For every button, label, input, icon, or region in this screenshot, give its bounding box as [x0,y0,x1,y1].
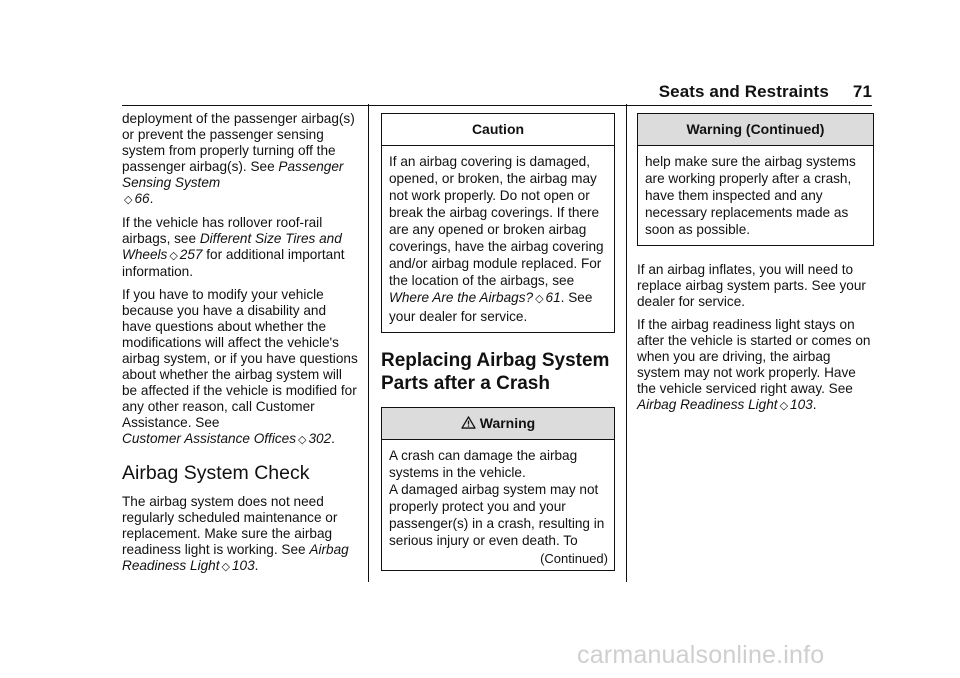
continued-label: (Continued) [540,551,608,566]
cross-reference-link[interactable]: Different Size Tires and Wheels [122,231,342,262]
page-reference[interactable]: 103 [790,397,813,412]
paragraph-text: deployment of the passenger airbag(s) or prevent the passenger sensing system from properly turning off the passenger airbag(s). See [122,111,355,174]
paragraph [122,494,358,575]
column-left [122,111,358,582]
page-reference[interactable]: 302 [308,431,332,446]
warning-continued-body: help make sure the airbag systems are working properly after a crash, have them inspected and any necessary replacements made as soon as possible. [645,154,856,237]
spacer [637,246,874,262]
warning-text: A damaged airbag system may not properly protect you and your passenger(s) in a crash, resulting in serious injury or even death. To [389,482,605,548]
paragraph: If an airbag inflates, you will need to replace airbag system parts. See your dealer for service. [637,262,866,309]
page-reference[interactable]: 61 [545,290,561,305]
watermark: carmanualsonline.info [577,641,825,669]
section-heading: Replacing Airbag System Parts after a Crash [381,350,610,394]
page-reference[interactable]: 103 [231,558,255,573]
cross-reference-link[interactable]: Passenger Sensing System [122,159,344,190]
page-reference[interactable]: 66 [134,191,150,206]
paragraph [122,111,358,208]
paragraph [122,215,358,280]
paragraph-text: for additional important information. [122,247,345,279]
warning-continued-title: Warning (Continued) [638,114,873,146]
caution-box [381,113,615,333]
paragraph [637,317,874,414]
column-divider [368,104,369,582]
section-heading: Airbag System Check [122,462,310,484]
page-ref-icon: ◇ [779,400,789,412]
page-ref-icon: ◇ [535,293,544,305]
caution-title: Caution [382,114,614,146]
punctuation: . [149,191,154,206]
paragraph-text: If the airbag readiness light stays on after the vehicle is started or comes on when you are driving, the airbag system may not work properly. Have the vehicle serviced right away. See [637,317,871,396]
caution-text: If an airbag covering is damaged, opened, or broken, the airbag may not work properly. Do not open or break the airbag coverings. If there are any opened or broken airbag coverings, have the airbag covering and/or airbag module replaced. For the location of the airbags, see [389,154,604,288]
punctuation: . [331,431,335,446]
cross-reference-link[interactable]: Airbag Readiness Light [637,397,778,412]
column-divider [626,104,627,582]
paragraph-text: If you have to modify your vehicle because you have a disability and have questions about whether the modifications will affect the vehicle's airbag system, or if you have questions about whether the airbag system will be affected if the vehicle is modified for any other reason, call Customer Assistance. See [122,287,358,430]
page-ref-icon: ◇ [124,194,133,206]
cross-reference-link[interactable]: Customer Assistance Offices [122,431,297,446]
page-ref-icon: ◇ [169,250,178,262]
page-ref-icon: ◇ [221,561,230,573]
column-middle [381,113,615,571]
cross-reference-link[interactable]: Where Are the Airbags? [389,290,534,305]
page-ref-icon: ◇ [298,434,307,446]
header-rule [122,105,872,106]
section-title: Seats and Restraints [658,82,829,101]
caution-body [382,146,614,332]
paragraph-text: If the vehicle has rollover roof-rail airbags, see [122,215,323,246]
warning-body [382,440,614,551]
cross-reference-link[interactable]: Airbag Readiness Light [122,542,349,573]
paragraph [122,287,358,448]
caution-text: . See your dealer for service. [389,290,593,324]
punctuation: . [254,558,259,573]
page-reference[interactable]: 257 [179,247,203,262]
warning-text: A crash can damage the airbag systems in the vehicle. [389,448,578,480]
warning-triangle-icon [461,416,476,429]
page-header [659,82,872,102]
warning-title: Warning [479,415,536,431]
paragraph-text: The airbag system does not need regularly scheduled maintenance or replacement. Make sure the airbag readiness light is working. See [122,494,338,557]
warning-continued-box [637,113,874,246]
warning-header [382,408,614,440]
punctuation: . [812,397,817,412]
column-right [637,113,874,421]
page-number: 71 [852,82,872,101]
warning-box [381,407,615,571]
